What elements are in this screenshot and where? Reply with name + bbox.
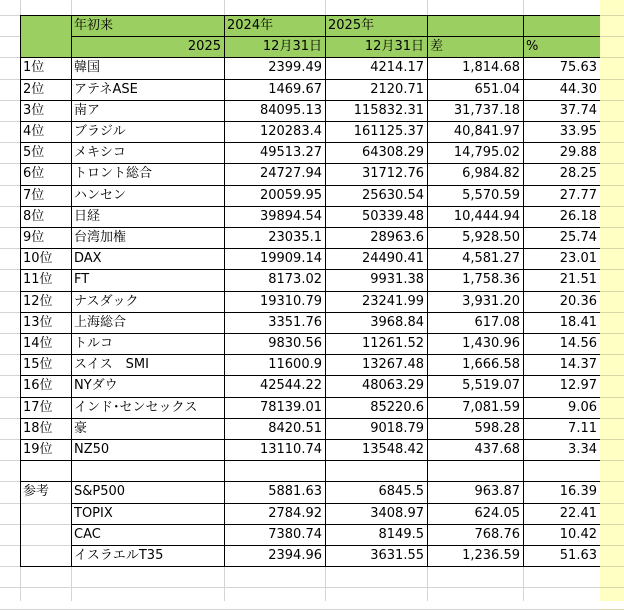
- value-2025-cell[interactable]: 9018.79: [370, 421, 424, 436]
- highlighted-column[interactable]: [600, 0, 624, 601]
- index-name-cell[interactable]: NZ50: [74, 442, 110, 457]
- reference-name-cell[interactable]: TOPIX: [74, 506, 113, 521]
- reference-name-cell[interactable]: S&P500: [74, 484, 126, 499]
- diff-cell[interactable]: 1,814.68: [462, 60, 520, 75]
- value-2024-cell[interactable]: 19310.79: [259, 294, 322, 309]
- table-border: [20, 121, 601, 122]
- percent-cell[interactable]: 75.63: [559, 60, 597, 75]
- index-name-cell[interactable]: NYダウ: [74, 378, 118, 393]
- grid-line: [0, 587, 600, 588]
- percent-cell[interactable]: 7.11: [568, 421, 597, 436]
- diff-cell[interactable]: 40,841.97: [453, 124, 520, 139]
- index-name-cell[interactable]: 上海総合: [74, 315, 127, 330]
- value-2024-cell[interactable]: 24727.94: [259, 166, 322, 181]
- reference-2025-cell[interactable]: 3408.97: [370, 506, 424, 521]
- value-2024-cell[interactable]: 23035.1: [268, 230, 322, 245]
- percent-cell[interactable]: 33.95: [559, 124, 597, 139]
- table-border: [20, 79, 601, 80]
- value-2025-cell[interactable]: 13267.48: [361, 357, 424, 372]
- diff-cell[interactable]: 5,570.59: [462, 188, 520, 203]
- diff-cell[interactable]: 5,519.07: [462, 378, 520, 393]
- diff-cell[interactable]: 1,430.96: [462, 336, 520, 351]
- value-2025-cell[interactable]: 25630.54: [361, 188, 424, 203]
- reference-percent-cell[interactable]: 16.39: [559, 484, 597, 499]
- table-border: [20, 185, 601, 186]
- index-name-cell[interactable]: ナスダック: [74, 294, 139, 309]
- index-name-cell[interactable]: アテネASE: [74, 82, 138, 97]
- table-border: [20, 227, 601, 228]
- rank-cell[interactable]: 11位: [23, 272, 53, 287]
- percent-cell[interactable]: 28.25: [559, 166, 597, 181]
- value-2024-cell[interactable]: 39894.54: [259, 209, 322, 224]
- rank-cell[interactable]: 19位: [23, 442, 53, 457]
- reference-name-cell[interactable]: CAC: [74, 527, 101, 542]
- value-2025-cell[interactable]: 24490.41: [361, 251, 424, 266]
- value-2024-cell[interactable]: 3351.76: [268, 315, 322, 330]
- table-border: [20, 566, 601, 567]
- reference-diff-cell[interactable]: 963.87: [474, 484, 520, 499]
- percent-cell[interactable]: 37.74: [559, 103, 597, 118]
- table-border: [20, 333, 601, 334]
- table-border: [20, 100, 601, 101]
- index-name-cell[interactable]: トルコ: [74, 336, 114, 351]
- percent-cell[interactable]: 27.77: [559, 188, 597, 203]
- value-2025-cell[interactable]: 85220.6: [370, 400, 424, 415]
- reference-2024-cell[interactable]: 2784.92: [268, 506, 322, 521]
- reference-name-cell[interactable]: イスラエルT35: [74, 548, 164, 563]
- table-border: [71, 503, 601, 504]
- percent-cell[interactable]: 14.56: [559, 336, 597, 351]
- rank-cell[interactable]: 6位: [23, 166, 45, 181]
- table-border: [20, 481, 601, 482]
- index-name-cell[interactable]: スイス SMI: [74, 357, 149, 372]
- index-name-cell[interactable]: FT: [74, 272, 90, 287]
- reference-2025-cell[interactable]: 3631.55: [370, 548, 424, 563]
- header-percent: %: [526, 39, 539, 54]
- value-2024-cell[interactable]: 2399.49: [268, 60, 322, 75]
- table-border: [20, 354, 601, 355]
- value-2024-cell[interactable]: 11600.9: [268, 357, 322, 372]
- reference-2025-cell[interactable]: 6845.5: [378, 484, 424, 499]
- rank-cell[interactable]: 5位: [23, 145, 45, 160]
- value-2024-cell[interactable]: 84095.13: [259, 103, 322, 118]
- percent-cell[interactable]: 20.36: [559, 294, 597, 309]
- table-border: [20, 142, 601, 143]
- rank-cell[interactable]: 17位: [23, 400, 53, 415]
- diff-cell[interactable]: 598.28: [474, 421, 520, 436]
- table-border: [20, 375, 601, 376]
- index-name-cell[interactable]: 豪: [74, 421, 88, 436]
- rank-cell[interactable]: 4位: [23, 124, 45, 139]
- percent-cell[interactable]: 44.30: [559, 82, 597, 97]
- value-2024-cell[interactable]: 42544.22: [259, 378, 322, 393]
- rank-cell[interactable]: 2位: [23, 82, 45, 97]
- rank-cell[interactable]: 10位: [23, 251, 53, 266]
- rank-cell[interactable]: 9位: [23, 230, 45, 245]
- rank-cell[interactable]: 7位: [23, 188, 45, 203]
- diff-cell[interactable]: 14,795.02: [453, 145, 520, 160]
- header-date-2024: 12月31日: [262, 39, 322, 54]
- value-2024-cell[interactable]: 78139.01: [259, 400, 322, 415]
- percent-cell[interactable]: 14.37: [559, 357, 597, 372]
- header-year-2025: 2025年: [328, 18, 375, 33]
- rank-cell[interactable]: 8位: [23, 209, 45, 224]
- index-name-cell[interactable]: 日経: [74, 209, 101, 224]
- diff-cell[interactable]: 437.68: [474, 442, 520, 457]
- index-name-cell[interactable]: DAX: [74, 251, 102, 266]
- value-2024-cell[interactable]: 120283.4: [259, 124, 322, 139]
- rank-cell[interactable]: 3位: [23, 103, 45, 118]
- diff-cell[interactable]: 4,581.27: [462, 251, 520, 266]
- reference-percent-cell[interactable]: 10.42: [559, 527, 597, 542]
- value-2024-cell[interactable]: 9830.56: [268, 336, 322, 351]
- value-2024-cell[interactable]: 13110.74: [259, 442, 322, 457]
- index-name-cell[interactable]: ブラジル: [74, 124, 126, 139]
- table-border: [20, 163, 601, 164]
- diff-cell[interactable]: 5,928.50: [462, 230, 520, 245]
- percent-cell[interactable]: 3.34: [568, 442, 597, 457]
- diff-cell[interactable]: 1,758.36: [462, 272, 520, 287]
- index-name-cell[interactable]: 韓国: [74, 60, 101, 75]
- value-2025-cell[interactable]: 23241.99: [361, 294, 424, 309]
- value-2025-cell[interactable]: 115832.31: [353, 103, 424, 118]
- header-year-value: 2025: [187, 39, 221, 54]
- rank-cell[interactable]: 15位: [23, 357, 53, 372]
- reference-2024-cell[interactable]: 2394.96: [268, 548, 322, 563]
- value-2025-cell[interactable]: 13548.42: [361, 442, 424, 457]
- header-date-2025: 12月31日: [364, 39, 424, 54]
- table-border: [71, 524, 601, 525]
- value-2024-cell[interactable]: 49513.27: [259, 145, 322, 160]
- value-2025-cell[interactable]: 31712.76: [361, 166, 424, 181]
- index-name-cell[interactable]: 南ア: [74, 103, 101, 118]
- rank-cell[interactable]: 16位: [23, 378, 53, 393]
- table-border: [20, 439, 601, 440]
- table-border: [20, 418, 601, 419]
- reference-diff-cell[interactable]: 768.76: [474, 527, 520, 542]
- percent-cell[interactable]: 23.01: [559, 251, 597, 266]
- diff-cell[interactable]: 651.04: [474, 82, 520, 97]
- value-2024-cell[interactable]: 20059.95: [259, 188, 322, 203]
- index-name-cell[interactable]: インド･センセックス: [74, 400, 198, 415]
- diff-cell[interactable]: 1,666.58: [462, 357, 520, 372]
- rank-cell[interactable]: 1位: [23, 60, 45, 75]
- reference-percent-cell[interactable]: 22.41: [559, 506, 597, 521]
- percent-cell[interactable]: 29.88: [559, 145, 597, 160]
- table-border: [20, 460, 601, 461]
- reference-percent-cell[interactable]: 51.63: [559, 548, 597, 563]
- diff-cell[interactable]: 617.08: [474, 315, 520, 330]
- table-border: [20, 397, 601, 398]
- rank-cell[interactable]: 12位: [23, 294, 53, 309]
- value-2025-cell[interactable]: 64308.29: [361, 145, 424, 160]
- table-border: [71, 545, 601, 546]
- value-2025-cell[interactable]: 11261.52: [361, 336, 424, 351]
- percent-cell[interactable]: 25.74: [559, 230, 597, 245]
- percent-cell[interactable]: 9.06: [568, 400, 597, 415]
- index-name-cell[interactable]: 台湾加権: [74, 230, 127, 245]
- diff-cell[interactable]: 3,931.20: [462, 294, 520, 309]
- index-name-cell[interactable]: ハンセン: [74, 188, 127, 203]
- value-2025-cell[interactable]: 28963.6: [370, 230, 424, 245]
- header-ytd-label: 年初来: [74, 18, 114, 33]
- value-2025-cell[interactable]: 50339.48: [361, 209, 424, 224]
- table-border: [20, 291, 601, 292]
- table-border: [20, 269, 601, 270]
- header-year-2024: 2024年: [227, 18, 274, 33]
- value-2025-cell[interactable]: 2120.71: [370, 82, 424, 97]
- value-2025-cell[interactable]: 3968.84: [370, 315, 424, 330]
- table-border: [20, 248, 601, 249]
- value-2025-cell[interactable]: 9931.38: [370, 272, 424, 287]
- percent-cell[interactable]: 12.97: [559, 378, 597, 393]
- header-diff: 差: [430, 39, 444, 54]
- index-name-cell[interactable]: メキシコ: [74, 145, 126, 160]
- table-border: [71, 36, 601, 37]
- value-2025-cell[interactable]: 161125.37: [353, 124, 424, 139]
- index-name-cell[interactable]: トロント総合: [74, 166, 153, 181]
- rank-cell[interactable]: 13位: [23, 315, 53, 330]
- table-border: [20, 57, 601, 58]
- value-2025-cell[interactable]: 4214.17: [370, 60, 424, 75]
- diff-cell[interactable]: 31,737.18: [453, 103, 520, 118]
- reference-diff-cell[interactable]: 1,236.59: [462, 548, 520, 563]
- value-2024-cell[interactable]: 8173.02: [268, 272, 322, 287]
- rank-cell[interactable]: 14位: [23, 336, 53, 351]
- value-2024-cell[interactable]: 8420.51: [268, 421, 322, 436]
- rank-cell[interactable]: 18位: [23, 421, 53, 436]
- reference-2025-cell[interactable]: 8149.5: [378, 527, 424, 542]
- value-2024-cell[interactable]: 19909.14: [259, 251, 322, 266]
- table-border: [20, 312, 601, 313]
- percent-cell[interactable]: 26.18: [559, 209, 597, 224]
- value-2025-cell[interactable]: 48063.29: [361, 378, 424, 393]
- diff-cell[interactable]: 10,444.94: [453, 209, 520, 224]
- reference-label[interactable]: 参考: [23, 484, 50, 499]
- value-2024-cell[interactable]: 1469.67: [268, 82, 322, 97]
- diff-cell[interactable]: 6,984.82: [462, 166, 520, 181]
- table-border: [20, 15, 601, 16]
- percent-cell[interactable]: 18.41: [559, 315, 597, 330]
- reference-diff-cell[interactable]: 624.05: [474, 506, 520, 521]
- diff-cell[interactable]: 7,081.59: [462, 400, 520, 415]
- reference-2024-cell[interactable]: 5881.63: [268, 484, 322, 499]
- percent-cell[interactable]: 21.51: [559, 272, 597, 287]
- reference-2024-cell[interactable]: 7380.74: [268, 527, 322, 542]
- table-border: [20, 206, 601, 207]
